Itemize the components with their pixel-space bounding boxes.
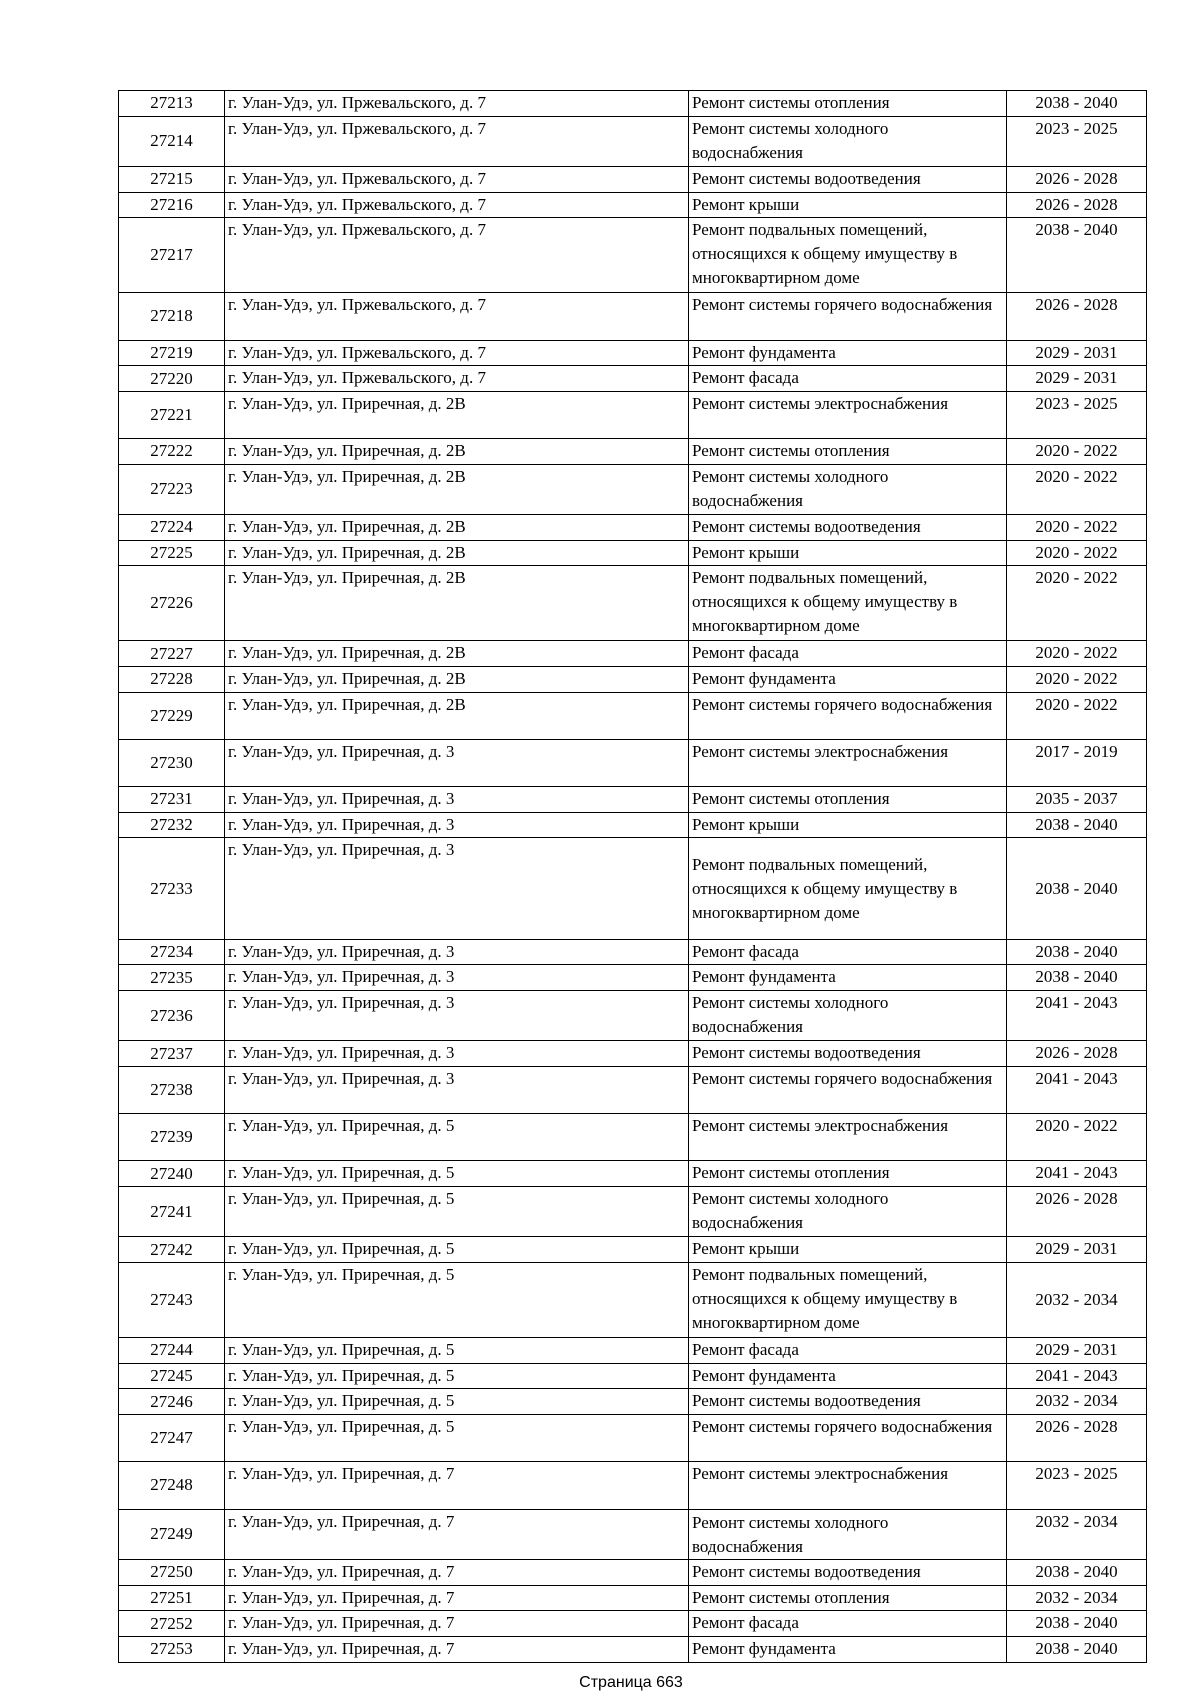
row-address: г. Улан-Удэ, ул. Приречная, д. 2В: [225, 667, 689, 693]
row-number: 27223: [119, 464, 225, 514]
row-work-type: Ремонт системы горячего водоснабжения: [689, 1067, 1007, 1114]
row-address: г. Улан-Удэ, ул. Пржевальского, д. 7: [225, 116, 689, 166]
row-work-type: Ремонт фасада: [689, 939, 1007, 965]
table-row: [119, 540, 1147, 566]
table-row: [119, 91, 1147, 117]
table-row: [119, 1114, 1147, 1161]
row-address: г. Улан-Удэ, ул. Приречная, д. 3: [225, 787, 689, 813]
row-years: 2038 - 2040: [1007, 91, 1147, 117]
row-number: 27252: [119, 1611, 225, 1637]
table-row: [119, 641, 1147, 667]
row-years: 2038 - 2040: [1007, 838, 1147, 939]
row-years: 2020 - 2022: [1007, 464, 1147, 514]
table-row: [119, 192, 1147, 218]
row-address: г. Улан-Удэ, ул. Приречная, д. 5: [225, 1237, 689, 1263]
table-row: [119, 1611, 1147, 1637]
row-number: 27225: [119, 540, 225, 566]
row-number: 27248: [119, 1462, 225, 1509]
row-address: г. Улан-Удэ, ул. Приречная, д. 5: [225, 1389, 689, 1415]
table-row: [119, 293, 1147, 340]
row-years: 2041 - 2043: [1007, 1161, 1147, 1187]
row-address: г. Улан-Удэ, ул. Приречная, д. 7: [225, 1509, 689, 1559]
row-work-type: Ремонт системы холодного водоснабжения: [689, 116, 1007, 166]
row-work-type: Ремонт системы горячего водоснабжения: [689, 293, 1007, 340]
row-address: г. Улан-Удэ, ул. Приречная, д. 2В: [225, 391, 689, 438]
row-work-type: Ремонт системы электроснабжения: [689, 391, 1007, 438]
row-years: 2038 - 2040: [1007, 965, 1147, 991]
row-years: 2020 - 2022: [1007, 566, 1147, 641]
table-row: [119, 1187, 1147, 1237]
row-address: г. Улан-Удэ, ул. Пржевальского, д. 7: [225, 218, 689, 293]
row-address: г. Улан-Удэ, ул. Приречная, д. 2В: [225, 464, 689, 514]
row-work-type: Ремонт фасада: [689, 641, 1007, 667]
row-number: 27243: [119, 1263, 225, 1338]
row-number: 27246: [119, 1389, 225, 1415]
row-work-type: Ремонт системы водоотведения: [689, 167, 1007, 193]
row-address: г. Улан-Удэ, ул. Пржевальского, д. 7: [225, 340, 689, 366]
row-work-type: Ремонт фасада: [689, 1338, 1007, 1364]
row-address: г. Улан-Удэ, ул. Пржевальского, д. 7: [225, 366, 689, 392]
row-work-type: Ремонт крыши: [689, 812, 1007, 838]
row-number: 27219: [119, 340, 225, 366]
row-years: 2029 - 2031: [1007, 366, 1147, 392]
row-address: г. Улан-Удэ, ул. Приречная, д. 2В: [225, 515, 689, 541]
row-address: г. Улан-Удэ, ул. Приречная, д. 7: [225, 1636, 689, 1662]
row-address: г. Улан-Удэ, ул. Приречная, д. 7: [225, 1559, 689, 1585]
table-row: [119, 812, 1147, 838]
row-years: 2038 - 2040: [1007, 939, 1147, 965]
table-row: [119, 1389, 1147, 1415]
row-address: г. Улан-Удэ, ул. Приречная, д. 3: [225, 838, 689, 939]
table-row: [119, 116, 1147, 166]
row-years: 2038 - 2040: [1007, 1611, 1147, 1637]
row-work-type: Ремонт системы холодного водоснабжения: [689, 1509, 1007, 1559]
table-row: [119, 1509, 1147, 1559]
row-number: 27222: [119, 439, 225, 465]
row-work-type: Ремонт фундамента: [689, 667, 1007, 693]
row-years: 2032 - 2034: [1007, 1585, 1147, 1611]
row-address: г. Улан-Удэ, ул. Пржевальского, д. 7: [225, 293, 689, 340]
row-address: г. Улан-Удэ, ул. Пржевальского, д. 7: [225, 167, 689, 193]
row-address: г. Улан-Удэ, ул. Приречная, д. 7: [225, 1585, 689, 1611]
row-years: 2038 - 2040: [1007, 1559, 1147, 1585]
row-number: 27214: [119, 116, 225, 166]
row-work-type: Ремонт фундамента: [689, 1363, 1007, 1389]
row-years: 2023 - 2025: [1007, 1462, 1147, 1509]
row-years: 2020 - 2022: [1007, 439, 1147, 465]
table-body: [119, 91, 1147, 1663]
row-address: г. Улан-Удэ, ул. Приречная, д. 5: [225, 1114, 689, 1161]
row-address: г. Улан-Удэ, ул. Приречная, д. 3: [225, 991, 689, 1041]
row-years: 2023 - 2025: [1007, 116, 1147, 166]
table-row: [119, 667, 1147, 693]
table-row: [119, 1462, 1147, 1509]
table-row: [119, 340, 1147, 366]
row-number: 27220: [119, 366, 225, 392]
row-years: 2029 - 2031: [1007, 340, 1147, 366]
row-years: 2020 - 2022: [1007, 667, 1147, 693]
row-number: 27228: [119, 667, 225, 693]
row-work-type: Ремонт системы отопления: [689, 787, 1007, 813]
row-work-type: Ремонт системы горячего водоснабжения: [689, 1415, 1007, 1462]
row-work-type: Ремонт системы холодного водоснабжения: [689, 1187, 1007, 1237]
row-number: 27241: [119, 1187, 225, 1237]
row-number: 27229: [119, 692, 225, 739]
row-work-type: Ремонт системы водоотведения: [689, 1389, 1007, 1415]
row-number: 27231: [119, 787, 225, 813]
row-work-type: Ремонт системы электроснабжения: [689, 1114, 1007, 1161]
row-years: 2038 - 2040: [1007, 218, 1147, 293]
row-number: 27218: [119, 293, 225, 340]
table-row: [119, 1585, 1147, 1611]
row-work-type: Ремонт фасада: [689, 1611, 1007, 1637]
row-years: 2020 - 2022: [1007, 515, 1147, 541]
row-address: г. Улан-Удэ, ул. Приречная, д. 2В: [225, 566, 689, 641]
row-years: 2026 - 2028: [1007, 192, 1147, 218]
repair-schedule-table: [118, 90, 1147, 1663]
row-years: 2032 - 2034: [1007, 1263, 1147, 1338]
row-address: г. Улан-Удэ, ул. Приречная, д. 5: [225, 1187, 689, 1237]
row-address: г. Улан-Удэ, ул. Приречная, д. 3: [225, 812, 689, 838]
row-address: г. Улан-Удэ, ул. Пржевальского, д. 7: [225, 91, 689, 117]
row-work-type: Ремонт подвальных помещений, относящихся к общему имуществу в многоквартирном доме: [689, 838, 1007, 939]
row-number: 27238: [119, 1067, 225, 1114]
row-number: 27215: [119, 167, 225, 193]
row-number: 27250: [119, 1559, 225, 1585]
row-years: 2035 - 2037: [1007, 787, 1147, 813]
row-number: 27247: [119, 1415, 225, 1462]
row-work-type: Ремонт системы отопления: [689, 1161, 1007, 1187]
table-row: [119, 1636, 1147, 1662]
row-address: г. Улан-Удэ, ул. Приречная, д. 3: [225, 965, 689, 991]
row-work-type: Ремонт крыши: [689, 540, 1007, 566]
row-work-type: Ремонт системы отопления: [689, 91, 1007, 117]
row-address: г. Улан-Удэ, ул. Приречная, д. 2В: [225, 439, 689, 465]
row-number: 27236: [119, 991, 225, 1041]
table-row: [119, 838, 1147, 939]
row-years: 2026 - 2028: [1007, 167, 1147, 193]
row-address: г. Улан-Удэ, ул. Приречная, д. 3: [225, 739, 689, 786]
row-address: г. Улан-Удэ, ул. Приречная, д. 2В: [225, 641, 689, 667]
row-years: 2038 - 2040: [1007, 1636, 1147, 1662]
table-row: [119, 515, 1147, 541]
row-work-type: Ремонт фундамента: [689, 1636, 1007, 1662]
row-number: 27245: [119, 1363, 225, 1389]
table-row: [119, 1415, 1147, 1462]
row-number: 27237: [119, 1041, 225, 1067]
row-address: г. Улан-Удэ, ул. Приречная, д. 2В: [225, 692, 689, 739]
row-years: 2041 - 2043: [1007, 1363, 1147, 1389]
row-number: 27227: [119, 641, 225, 667]
table-row: [119, 1363, 1147, 1389]
row-address: г. Улан-Удэ, ул. Приречная, д. 5: [225, 1363, 689, 1389]
row-number: 27242: [119, 1237, 225, 1263]
row-years: 2029 - 2031: [1007, 1237, 1147, 1263]
table-row: [119, 366, 1147, 392]
row-number: 27235: [119, 965, 225, 991]
table-row: [119, 391, 1147, 438]
table-row: [119, 787, 1147, 813]
table-row: [119, 965, 1147, 991]
row-years: 2026 - 2028: [1007, 1041, 1147, 1067]
row-years: 2032 - 2034: [1007, 1389, 1147, 1415]
table-row: [119, 566, 1147, 641]
row-number: 27216: [119, 192, 225, 218]
row-number: 27251: [119, 1585, 225, 1611]
row-work-type: Ремонт подвальных помещений, относящихся к общему имуществу в многоквартирном доме: [689, 1263, 1007, 1338]
row-work-type: Ремонт системы водоотведения: [689, 1559, 1007, 1585]
row-number: 27232: [119, 812, 225, 838]
table-row: [119, 692, 1147, 739]
row-address: г. Улан-Удэ, ул. Приречная, д. 7: [225, 1462, 689, 1509]
row-years: 2026 - 2028: [1007, 293, 1147, 340]
table-row: [119, 991, 1147, 1041]
row-work-type: Ремонт системы водоотведения: [689, 1041, 1007, 1067]
row-work-type: Ремонт системы водоотведения: [689, 515, 1007, 541]
row-number: 27234: [119, 939, 225, 965]
row-number: 27230: [119, 739, 225, 786]
row-number: 27253: [119, 1636, 225, 1662]
row-years: 2038 - 2040: [1007, 812, 1147, 838]
row-years: 2041 - 2043: [1007, 1067, 1147, 1114]
table-row: [119, 1338, 1147, 1364]
table-row: [119, 739, 1147, 786]
row-years: 2029 - 2031: [1007, 1338, 1147, 1364]
row-number: 27226: [119, 566, 225, 641]
row-work-type: Ремонт системы холодного водоснабжения: [689, 464, 1007, 514]
row-number: 27249: [119, 1509, 225, 1559]
table-row: [119, 1041, 1147, 1067]
page-number: Страница 663: [579, 1674, 683, 1691]
table-row: [119, 464, 1147, 514]
row-years: 2017 - 2019: [1007, 739, 1147, 786]
row-number: 27240: [119, 1161, 225, 1187]
table-row: [119, 939, 1147, 965]
row-work-type: Ремонт крыши: [689, 1237, 1007, 1263]
table-row: [119, 1559, 1147, 1585]
table-row: [119, 1263, 1147, 1338]
row-work-type: Ремонт системы отопления: [689, 1585, 1007, 1611]
row-years: 2032 - 2034: [1007, 1509, 1147, 1559]
row-address: г. Улан-Удэ, ул. Пржевальского, д. 7: [225, 192, 689, 218]
row-address: г. Улан-Удэ, ул. Приречная, д. 5: [225, 1263, 689, 1338]
row-number: 27221: [119, 391, 225, 438]
row-work-type: Ремонт крыши: [689, 192, 1007, 218]
row-years: 2026 - 2028: [1007, 1187, 1147, 1237]
row-work-type: Ремонт системы электроснабжения: [689, 739, 1007, 786]
table-row: [119, 1237, 1147, 1263]
row-address: г. Улан-Удэ, ул. Приречная, д. 5: [225, 1338, 689, 1364]
row-address: г. Улан-Удэ, ул. Приречная, д. 3: [225, 1041, 689, 1067]
row-address: г. Улан-Удэ, ул. Приречная, д. 3: [225, 939, 689, 965]
row-years: 2020 - 2022: [1007, 1114, 1147, 1161]
row-work-type: Ремонт подвальных помещений, относящихся к общему имуществу в многоквартирном доме: [689, 566, 1007, 641]
row-years: 2026 - 2028: [1007, 1415, 1147, 1462]
row-address: г. Улан-Удэ, ул. Приречная, д. 5: [225, 1161, 689, 1187]
row-years: 2020 - 2022: [1007, 641, 1147, 667]
row-work-type: Ремонт фундамента: [689, 340, 1007, 366]
row-work-type: Ремонт системы горячего водоснабжения: [689, 692, 1007, 739]
row-address: г. Улан-Удэ, ул. Приречная, д. 5: [225, 1415, 689, 1462]
row-number: 27213: [119, 91, 225, 117]
row-number: 27233: [119, 838, 225, 939]
row-address: г. Улан-Удэ, ул. Приречная, д. 2В: [225, 540, 689, 566]
row-years: 2020 - 2022: [1007, 692, 1147, 739]
row-work-type: Ремонт системы отопления: [689, 439, 1007, 465]
row-years: 2041 - 2043: [1007, 991, 1147, 1041]
row-number: 27244: [119, 1338, 225, 1364]
row-work-type: Ремонт фундамента: [689, 965, 1007, 991]
row-address: г. Улан-Удэ, ул. Приречная, д. 3: [225, 1067, 689, 1114]
table-row: [119, 167, 1147, 193]
table-row: [119, 1161, 1147, 1187]
table-row: [119, 439, 1147, 465]
row-work-type: Ремонт системы электроснабжения: [689, 1462, 1007, 1509]
row-years: 2023 - 2025: [1007, 391, 1147, 438]
row-address: г. Улан-Удэ, ул. Приречная, д. 7: [225, 1611, 689, 1637]
row-work-type: Ремонт фасада: [689, 366, 1007, 392]
row-number: 27224: [119, 515, 225, 541]
table-row: [119, 1067, 1147, 1114]
row-work-type: Ремонт подвальных помещений, относящихся к общему имуществу в многоквартирном доме: [689, 218, 1007, 293]
row-number: 27217: [119, 218, 225, 293]
row-years: 2020 - 2022: [1007, 540, 1147, 566]
row-work-type: Ремонт системы холодного водоснабжения: [689, 991, 1007, 1041]
table-row: [119, 218, 1147, 293]
row-number: 27239: [119, 1114, 225, 1161]
